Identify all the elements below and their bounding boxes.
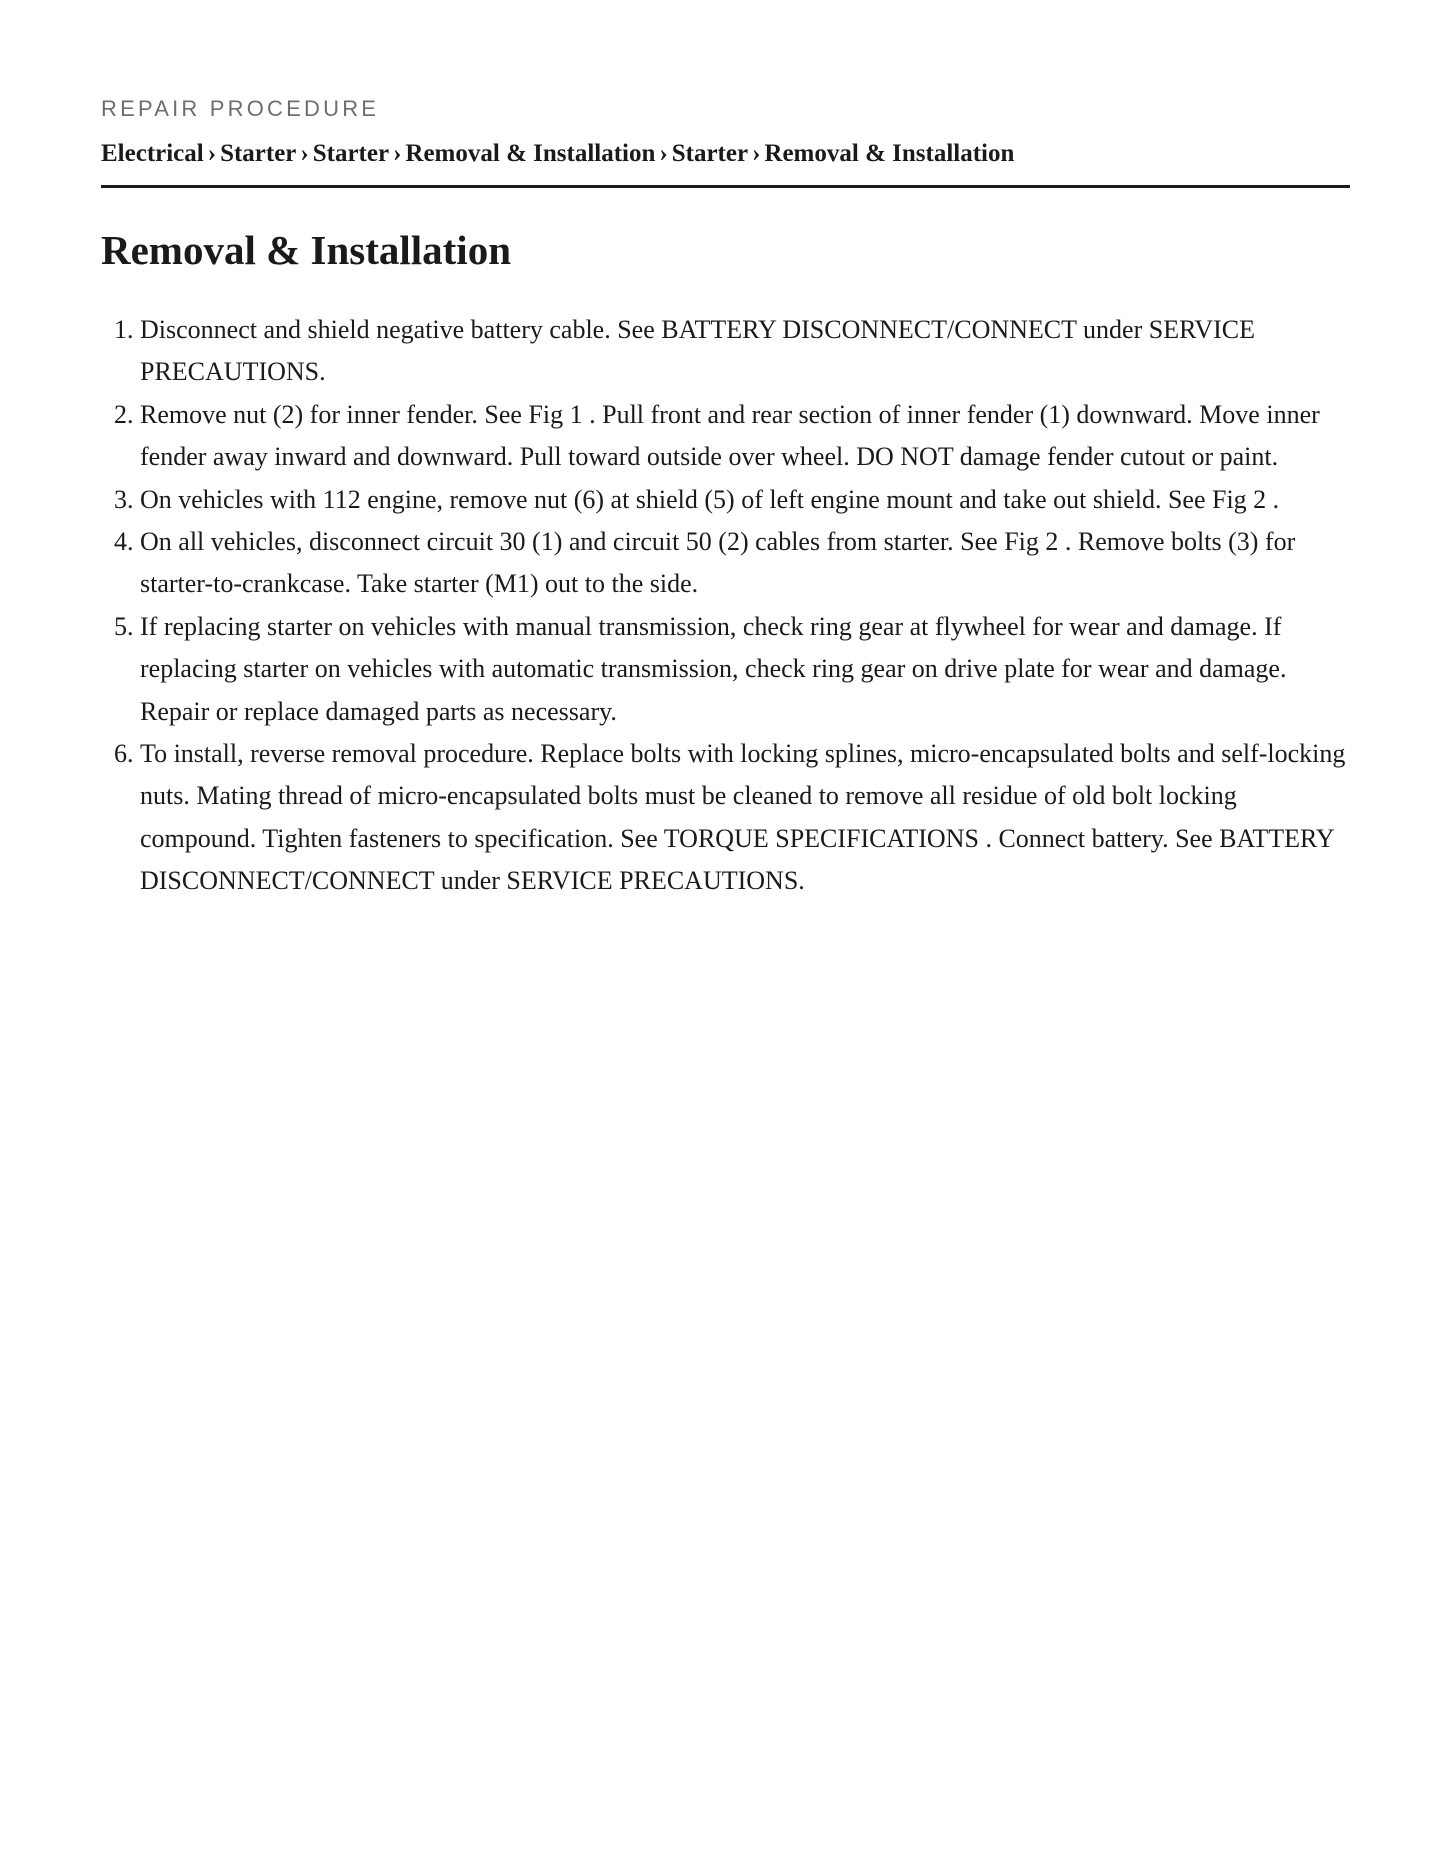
- procedure-steps: [101, 309, 1356, 903]
- procedure-step: 2. Remove nut (2) for inner fender. See Fig 1 . Pull front and rear section of inner fender (1) downward. Move inner fender away inward and downward. Pull toward outside over wheel. DO NOT damage fender cutout or paint.: [140, 394, 1356, 479]
- breadcrumb-item[interactable]: Starter: [220, 140, 297, 167]
- breadcrumb-item[interactable]: Starter: [312, 140, 390, 167]
- breadcrumb-item[interactable]: Electrical: [101, 140, 204, 167]
- procedure-step: 4. On all vehicles, disconnect circuit 30 (1) and circuit 50 (2) cables from starter. See Fig 2 . Remove bolts (3) for starter-to-crankcase. Take starter (M1) out to the side.: [140, 521, 1356, 606]
- section-kicker: REPAIR PROCEDURE: [101, 96, 380, 121]
- breadcrumb-item-current: Removal & Installation: [764, 140, 1015, 167]
- header-divider: [101, 185, 1350, 188]
- procedure-step: 1. Disconnect and shield negative battery cable. See BATTERY DISCONNECT/CONNECT under SERVICE PRECAUTIONS.: [140, 309, 1356, 394]
- page-title: Removal & Installation: [101, 227, 511, 273]
- document-page: [101, 94, 1350, 903]
- breadcrumb-separator: ›: [752, 140, 761, 167]
- breadcrumb-item[interactable]: Starter: [671, 140, 749, 167]
- breadcrumb-separator: ›: [207, 140, 217, 167]
- breadcrumb-separator: ›: [659, 140, 668, 167]
- breadcrumb-separator: ›: [393, 140, 402, 167]
- procedure-step: 5. If replacing starter on vehicles with manual transmission, check ring gear at flywheel for wear and damage. If replacing starter on vehicles with automatic transmission, check ring gear on drive plate for wear and damage. Repair or replace damaged parts as necessary.: [140, 606, 1356, 733]
- procedure-step: 6. To install, reverse removal procedure. Replace bolts with locking splines, micro-encapsulated bolts and self-locking nuts. Mating thread of micro-encapsulated bolts must be cleaned to remove all residue of old bolt locking compound. Tighten fasteners to specification. See TORQUE SPECIFICATIONS . Connect battery. See BATTERY DISCONNECT/CONNECT under SERVICE PRECAUTIONS.: [140, 733, 1356, 903]
- breadcrumb-item[interactable]: Removal & Installation: [405, 140, 656, 167]
- breadcrumb-separator: ›: [300, 140, 309, 167]
- procedure-step: 3. On vehicles with 112 engine, remove nut (6) at shield (5) of left engine mount and take out shield. See Fig 2 .: [140, 479, 1356, 521]
- breadcrumb: [101, 138, 1350, 170]
